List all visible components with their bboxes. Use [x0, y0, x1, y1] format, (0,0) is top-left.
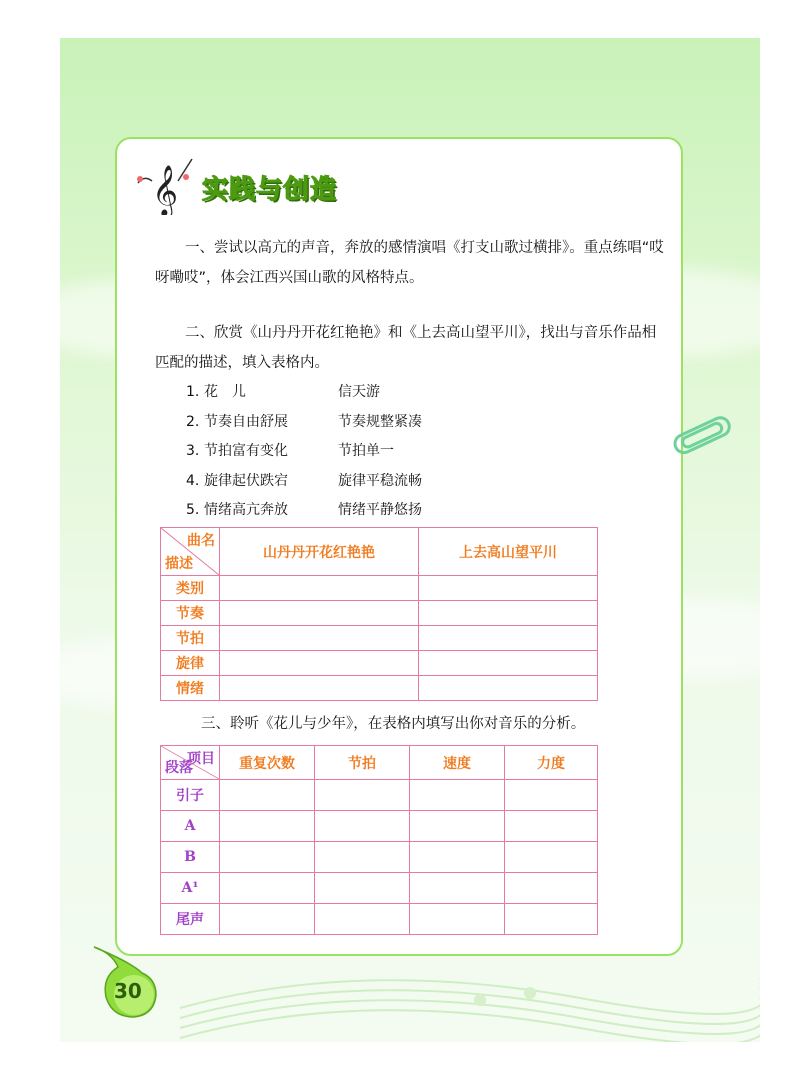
music-analysis-table [160, 745, 598, 935]
answer-cell[interactable] [220, 601, 419, 626]
answer-cell[interactable] [505, 904, 598, 935]
answer-cell[interactable] [315, 780, 410, 811]
column-header: 速度 [410, 746, 505, 780]
table-row [161, 904, 598, 935]
table-row [161, 626, 598, 651]
table-row [161, 780, 598, 811]
row-header: A¹ [161, 873, 220, 904]
answer-cell[interactable] [220, 676, 419, 701]
column-header: 山丹丹开花红艳艳 [220, 528, 419, 576]
answer-cell[interactable] [410, 873, 505, 904]
row-header: 尾声 [161, 904, 220, 935]
answer-cell[interactable] [419, 651, 598, 676]
row-header: 引子 [161, 780, 220, 811]
answer-cell[interactable] [315, 811, 410, 842]
row-header: B [161, 842, 220, 873]
corner-cell: 曲名 描述 [161, 528, 220, 576]
column-header: 节拍 [315, 746, 410, 780]
answer-cell[interactable] [419, 601, 598, 626]
answer-cell[interactable] [220, 576, 419, 601]
table-row [161, 651, 598, 676]
page-number: 30 [114, 979, 142, 1003]
paperclip-icon [668, 412, 738, 462]
section-title: 实践与创造 [202, 175, 338, 205]
task1-text: 一、尝试以高亢的声音，奔放的感情演唱《打支山歌过横排》。重点练唱“哎呀嘞哎”，体会江西兴国山歌的风格特点。 [155, 240, 664, 286]
column-header: 上去高山望平川 [419, 528, 598, 576]
table-row [161, 576, 598, 601]
row-header: 节奏 [161, 601, 220, 626]
table-header-row [161, 746, 598, 780]
answer-cell[interactable] [410, 904, 505, 935]
answer-cell[interactable] [220, 811, 315, 842]
table-row [161, 811, 598, 842]
list-item: 4. 旋律起伏跌宕 旋律平稳流畅 [186, 472, 422, 489]
answer-cell[interactable] [505, 811, 598, 842]
answer-cell[interactable] [410, 842, 505, 873]
song-description-table [160, 527, 598, 701]
answer-cell[interactable] [315, 873, 410, 904]
answer-cell[interactable] [220, 873, 315, 904]
answer-cell[interactable] [505, 842, 598, 873]
answer-cell[interactable] [315, 842, 410, 873]
corner-cell: 项目 段落 [161, 746, 220, 780]
task2-text: 二、欣赏《山丹丹开花红艳艳》和《上去高山望平川》，找出与音乐作品相匹配的描述，填入表格内。 [155, 325, 657, 371]
table-row [161, 842, 598, 873]
answer-cell[interactable] [220, 904, 315, 935]
answer-cell[interactable] [419, 576, 598, 601]
answer-cell[interactable] [220, 626, 419, 651]
row-header: A [161, 811, 220, 842]
answer-cell[interactable] [505, 873, 598, 904]
treble-clef-icon [130, 155, 200, 215]
table-row [161, 873, 598, 904]
task3-text: 三、聆听《花儿与少年》，在表格内填写出你对音乐的分析。 [201, 716, 586, 732]
list-item: 3. 节拍富有变化 节拍单一 [186, 443, 394, 459]
table-header-row [161, 528, 598, 576]
row-header: 情绪 [161, 676, 220, 701]
answer-cell[interactable] [220, 780, 315, 811]
page-number-badge [92, 945, 172, 1020]
list-item: 1. 花 儿 信天游 [186, 384, 380, 400]
answer-cell[interactable] [410, 780, 505, 811]
row-header: 类别 [161, 576, 220, 601]
answer-cell[interactable] [419, 676, 598, 701]
list-item: 2. 节奏自由舒展 节奏规整紧凑 [186, 413, 422, 430]
section-heading [130, 155, 350, 215]
list-item: 5. 情绪高亢奔放 情绪平静悠扬 [186, 502, 422, 518]
answer-cell[interactable] [419, 626, 598, 651]
column-header: 力度 [505, 746, 598, 780]
answer-cell[interactable] [505, 780, 598, 811]
row-header: 节拍 [161, 626, 220, 651]
answer-cell[interactable] [220, 651, 419, 676]
answer-cell[interactable] [410, 811, 505, 842]
answer-cell[interactable] [315, 904, 410, 935]
table-row [161, 601, 598, 626]
svg-text:𝄞: 𝄞 [152, 165, 179, 215]
row-header: 旋律 [161, 651, 220, 676]
answer-cell[interactable] [220, 842, 315, 873]
table-row [161, 676, 598, 701]
options-list [186, 378, 422, 526]
column-header: 重复次数 [220, 746, 315, 780]
